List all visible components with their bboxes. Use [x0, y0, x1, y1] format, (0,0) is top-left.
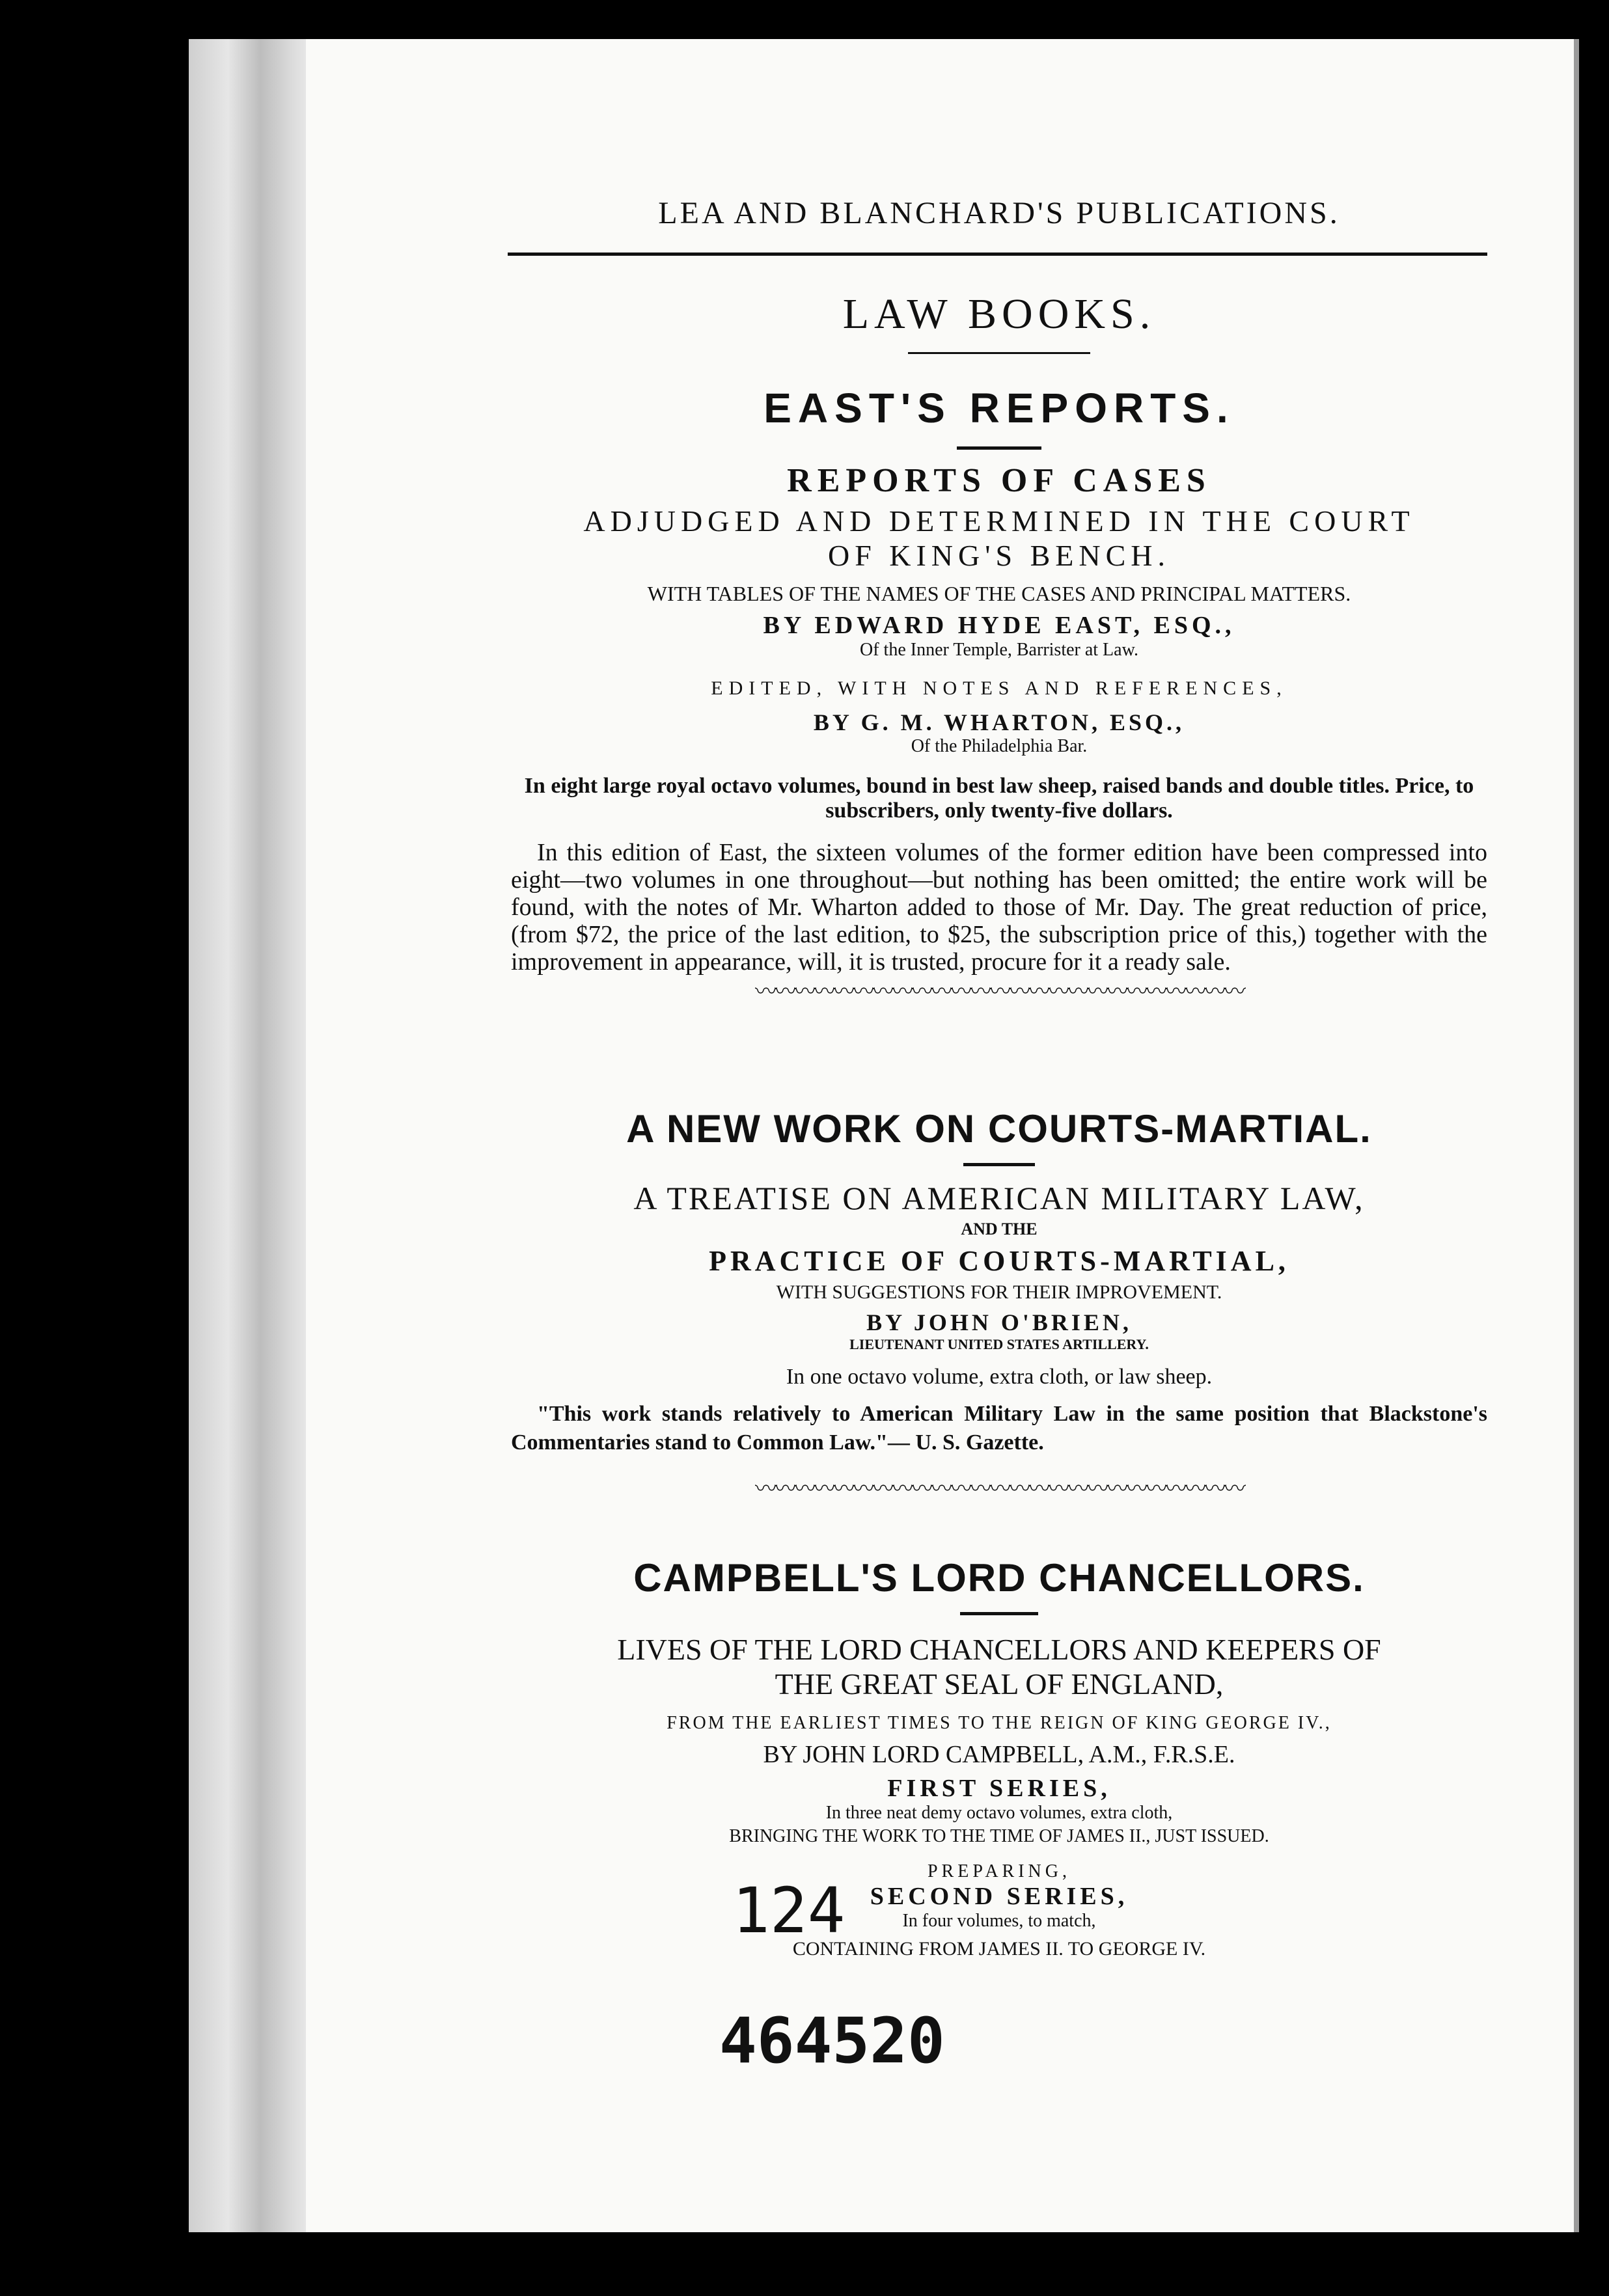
campbell-rule	[960, 1612, 1038, 1615]
easts-editor-note: Of the Philadelphia Bar.	[911, 736, 1088, 756]
courts-author-note: LIEUTENANT UNITED STATES ARTILLERY.	[849, 1336, 1149, 1352]
easts-format: In eight large royal octavo volumes, bound in best law sheep, raised bands and double titles. Price, to subscribers, only twenty-five dollars.	[524, 774, 1474, 823]
courts-line2: PRACTICE OF COURTS-MARTIAL,	[709, 1245, 1289, 1277]
campbell-first-series: FIRST SERIES,	[887, 1775, 1111, 1802]
courts-title: A NEW WORK ON COURTS-MARTIAL.	[626, 1107, 1372, 1151]
easts-edited: EDITED, WITH NOTES AND REFERENCES,	[711, 677, 1287, 699]
campbell-title: CAMPBELL'S LORD CHANCELLORS.	[633, 1556, 1365, 1600]
section-heading: LAW BOOKS.	[842, 290, 1156, 338]
section-rule	[908, 352, 1090, 354]
easts-author: BY EDWARD HYDE EAST, ESQ.,	[763, 612, 1235, 639]
campbell-second-format: In four volumes, to match,	[902, 1911, 1096, 1931]
courts-suggestions: WITH SUGGESTIONS FOR THEIR IMPROVEMENT.	[776, 1281, 1222, 1303]
easts-line2: OF KING'S BENCH.	[827, 539, 1171, 572]
campbell-bringing: BRINGING THE WORK TO THE TIME OF JAMES II., JUST ISSUED.	[729, 1826, 1269, 1846]
campbell-line2: THE GREAT SEAL OF ENGLAND,	[775, 1667, 1224, 1701]
campbell-second-series: SECOND SERIES,	[870, 1883, 1129, 1910]
easts-reports-section	[511, 384, 1487, 1005]
easts-tables: WITH TABLES OF THE NAMES OF THE CASES AND PRINCIPAL MATTERS.	[647, 582, 1351, 605]
easts-title: EAST'S REPORTS.	[763, 385, 1235, 431]
page-right-edge	[1574, 39, 1579, 2232]
stamp-number-124: 124	[732, 1874, 846, 1947]
easts-rule	[957, 446, 1041, 450]
campbell-first-format: In three neat demy octavo volumes, extra cloth,	[825, 1803, 1173, 1823]
courts-martial-section	[511, 1106, 1487, 1502]
courts-line1: A TREATISE ON AMERICAN MILITARY LAW,	[633, 1180, 1365, 1216]
book-edge	[189, 39, 319, 2232]
easts-subtitle: REPORTS OF CASES	[787, 462, 1211, 499]
courts-and-the: AND THE	[961, 1220, 1038, 1238]
campbell-containing: CONTAINING FROM JAMES II. TO GEORGE IV.	[792, 1938, 1206, 1960]
header-rule	[508, 253, 1487, 256]
courts-rule	[963, 1163, 1035, 1166]
running-head: LEA AND BLANCHARD'S PUBLICATIONS.	[658, 196, 1340, 230]
campbell-line1: LIVES OF THE LORD CHANCELLORS AND KEEPERS OF	[617, 1633, 1381, 1666]
easts-editor: BY G. M. WHARTON, ESQ.,	[813, 709, 1185, 735]
campbell-from: FROM THE EARLIEST TIMES TO THE REIGN OF KING GEORGE IV.,	[667, 1713, 1332, 1733]
easts-body: In this edition of East, the sixteen volumes of the former edition have been compressed into eight—two volumes in one throughout—but nothing has been omitted; the entire work will be found, with the notes of Mr. Wharton added to those of Mr. Day. The great reduction of price, (from $72, the price of the last edition, to $25, the subscription price of this,) together with the improvement in appearance, will, it is trusted, procure for it a ready sale.	[511, 839, 1487, 976]
campbell-section	[511, 1555, 1487, 1960]
campbell-preparing: PREPARING,	[927, 1861, 1071, 1881]
campbell-author: BY JOHN LORD CAMPBELL, A.M., F.R.S.E.	[763, 1741, 1235, 1768]
courts-quote: "This work stands relatively to American Military Law in the same position that Blackstone's Commentaries stand to Common Law."— U. S. Gazette.	[511, 1402, 1487, 1455]
easts-line1: ADJUDGED AND DETERMINED IN THE COURT	[583, 504, 1415, 538]
courts-format: In one octavo volume, extra cloth, or law sheep.	[786, 1365, 1213, 1389]
courts-author: BY JOHN O'BRIEN,	[866, 1309, 1132, 1335]
easts-author-note: Of the Inner Temple, Barrister at Law.	[860, 640, 1138, 660]
stamp-number-464520: 464520	[719, 2004, 945, 2077]
easts-divider: 〰〰〰〰〰〰〰〰〰〰〰〰〰〰〰〰〰〰〰〰〰〰〰〰〰	[755, 979, 1243, 1005]
courts-divider: 〰〰〰〰〰〰〰〰〰〰〰〰〰〰〰〰〰〰〰〰〰〰〰〰〰	[755, 1476, 1243, 1502]
